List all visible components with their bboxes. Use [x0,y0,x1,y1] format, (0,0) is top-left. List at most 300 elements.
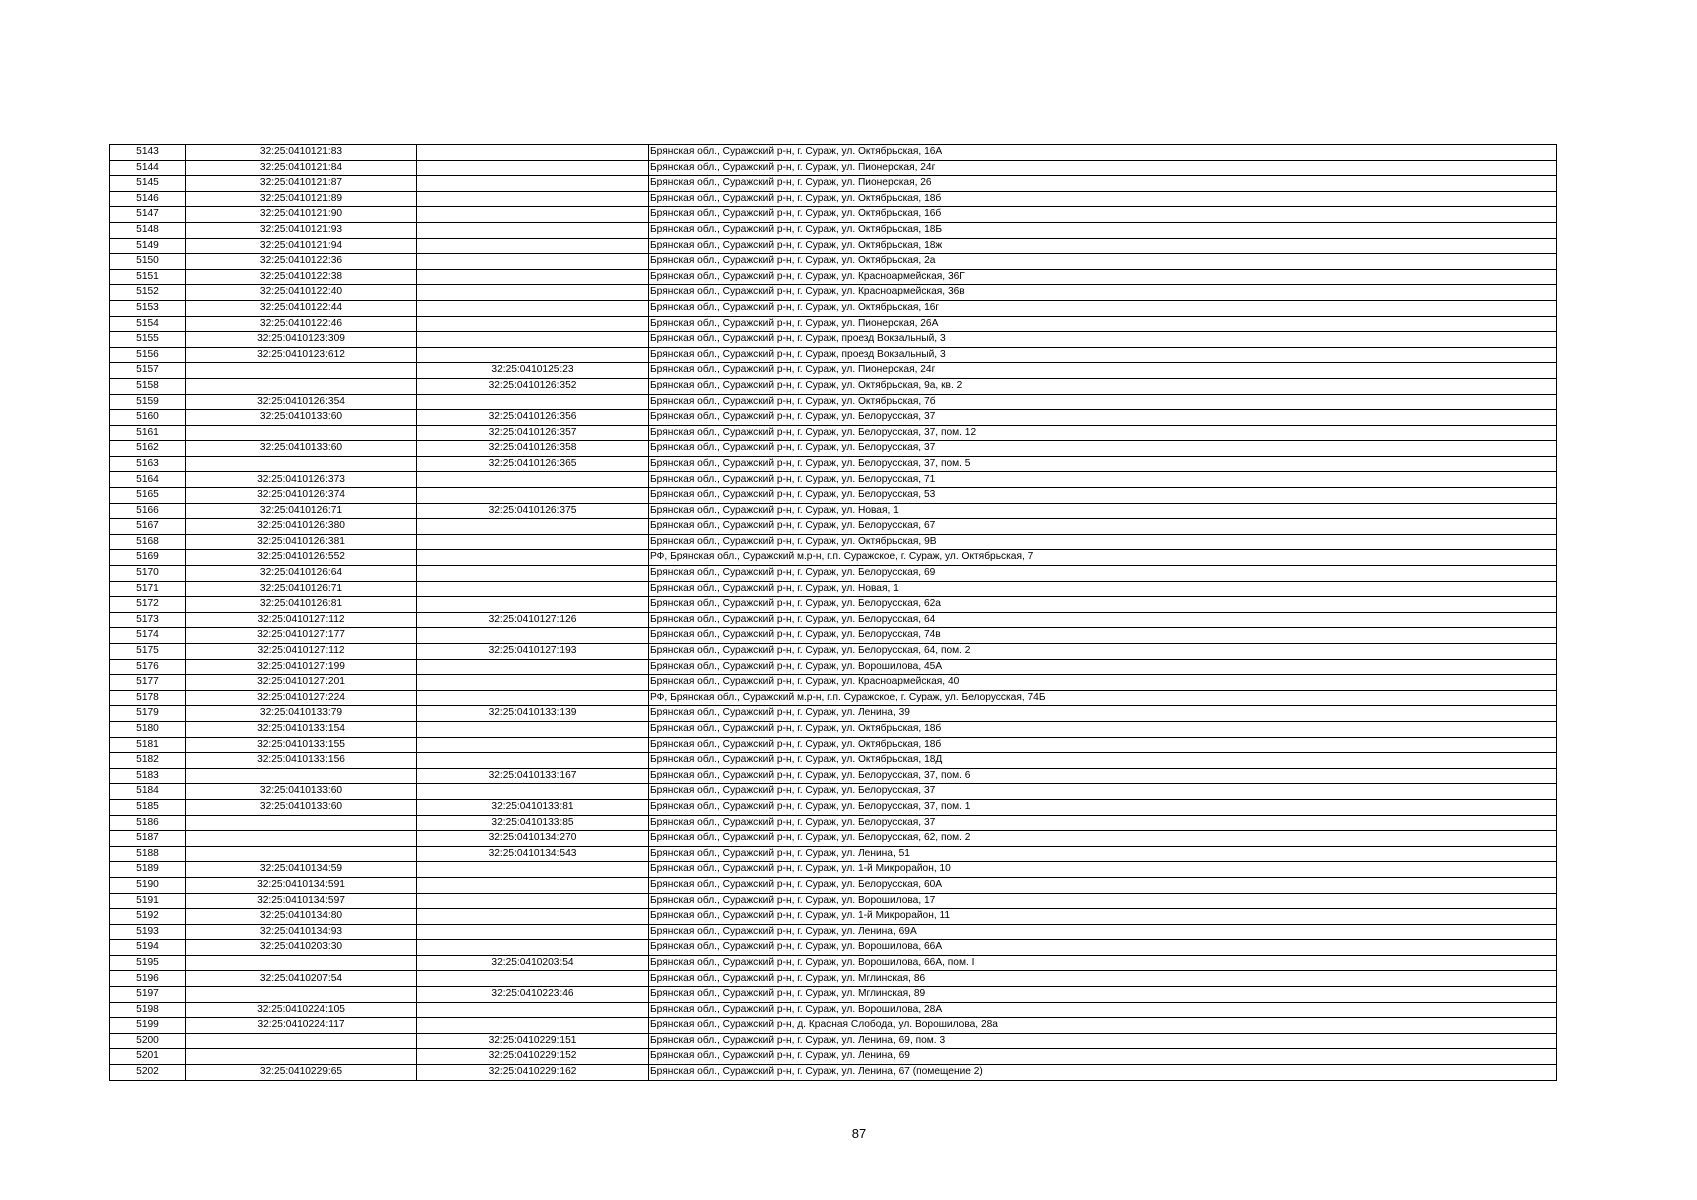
registry-table-body [110,145,1557,1081]
row-number-cell: 5160 [110,410,186,426]
cadastral-number-cell: 32:25:0410123:309 [186,332,417,348]
row-number-cell: 5185 [110,799,186,815]
address-cell: Брянская обл., Суражский р-н, г. Сураж, ул. Белорусская, 37 [649,815,1557,831]
table-row [110,831,1557,847]
address-cell: Брянская обл., Суражский р-н, г. Сураж, ул. Ленина, 67 (помещение 2) [649,1065,1557,1081]
table-row [110,160,1557,176]
table-row [110,706,1557,722]
cadastral-number-cell: 32:25:0410133:60 [186,441,417,457]
address-cell: Брянская обл., Суражский р-н, г. Сураж, ул. Октябрьская, 2а [649,254,1557,270]
cadastral-number-cell [186,363,417,379]
address-cell: Брянская обл., Суражский р-н, г. Сураж, ул. Красноармейская, 36Г [649,269,1557,285]
cadastral-number-cell: 32:25:0410122:36 [186,254,417,270]
address-cell: Брянская обл., Суражский р-н, г. Сураж, ул. 1-й Микрорайон, 10 [649,862,1557,878]
address-cell: Брянская обл., Суражский р-н, г. Сураж, ул. Октябрьская, 18Д [649,753,1557,769]
table-row [110,519,1557,535]
address-cell: Брянская обл., Суражский р-н, г. Сураж, ул. Пионерская, 24г [649,160,1557,176]
address-cell: Брянская обл., Суражский р-н, г. Сураж, ул. Октябрьская, 18б [649,721,1557,737]
table-row [110,971,1557,987]
table-row [110,799,1557,815]
secondary-cadastral-number-cell: 32:25:0410229:152 [417,1049,649,1065]
address-cell: Брянская обл., Суражский р-н, г. Сураж, ул. Октябрьская, 18Б [649,222,1557,238]
table-row [110,784,1557,800]
address-cell: Брянская обл., Суражский р-н, г. Сураж, ул. Белорусская, 53 [649,488,1557,504]
row-number-cell: 5152 [110,285,186,301]
secondary-cadastral-number-cell: 32:25:0410126:358 [417,441,649,457]
cadastral-number-cell [186,425,417,441]
table-row [110,238,1557,254]
table-row [110,628,1557,644]
row-number-cell: 5153 [110,300,186,316]
row-number-cell: 5177 [110,675,186,691]
table-row [110,269,1557,285]
table-row [110,316,1557,332]
address-cell: Брянская обл., Суражский р-н, г. Сураж, ул. Пионерская, 26А [649,316,1557,332]
cadastral-number-cell: 32:25:0410126:552 [186,550,417,566]
table-row [110,550,1557,566]
table-row [110,191,1557,207]
secondary-cadastral-number-cell [417,347,649,363]
table-row [110,394,1557,410]
cadastral-number-cell: 32:25:0410126:373 [186,472,417,488]
secondary-cadastral-number-cell [417,145,649,161]
address-cell: Брянская обл., Суражский р-н, г. Сураж, ул. Белорусская, 37 [649,784,1557,800]
row-number-cell: 5151 [110,269,186,285]
row-number-cell: 5189 [110,862,186,878]
cadastral-number-cell [186,831,417,847]
page-number: 87 [851,1126,867,1141]
table-row [110,924,1557,940]
row-number-cell: 5196 [110,971,186,987]
cadastral-number-cell [186,1033,417,1049]
row-number-cell: 5165 [110,488,186,504]
address-cell: РФ, Брянская обл., Суражский м.р-н, г.п. Суражское, г. Сураж, ул. Октябрьская, 7 [649,550,1557,566]
address-cell: Брянская обл., Суражский р-н, г. Сураж, ул. Ленина, 69 [649,1049,1557,1065]
cadastral-number-cell [186,456,417,472]
address-cell: Брянская обл., Суражский р-н, г. Сураж, ул. Октябрьская, 16г [649,300,1557,316]
secondary-cadastral-number-cell [417,659,649,675]
secondary-cadastral-number-cell [417,862,649,878]
secondary-cadastral-number-cell [417,176,649,192]
cadastral-number-cell: 32:25:0410134:591 [186,877,417,893]
row-number-cell: 5198 [110,1002,186,1018]
address-cell: Брянская обл., Суражский р-н, г. Сураж, ул. Белорусская, 67 [649,519,1557,535]
cadastral-number-cell: 32:25:0410122:46 [186,316,417,332]
table-row [110,753,1557,769]
address-cell: Брянская обл., Суражский р-н, г. Сураж, ул. Ворошилова, 66А [649,940,1557,956]
cadastral-number-cell: 32:25:0410133:154 [186,721,417,737]
secondary-cadastral-number-cell: 32:25:0410126:356 [417,410,649,426]
row-number-cell: 5183 [110,768,186,784]
address-cell: Брянская обл., Суражский р-н, г. Сураж, ул. Красноармейская, 36в [649,285,1557,301]
row-number-cell: 5181 [110,737,186,753]
secondary-cadastral-number-cell [417,534,649,550]
cadastral-number-cell [186,815,417,831]
cadastral-number-cell: 32:25:0410207:54 [186,971,417,987]
cadastral-number-cell: 32:25:0410121:89 [186,191,417,207]
cadastral-number-cell: 32:25:0410134:597 [186,893,417,909]
table-row [110,690,1557,706]
row-number-cell: 5157 [110,363,186,379]
secondary-cadastral-number-cell [417,222,649,238]
table-row [110,581,1557,597]
address-cell: Брянская обл., Суражский р-н, г. Сураж, проезд Вокзальный, 3 [649,347,1557,363]
row-number-cell: 5188 [110,846,186,862]
table-row [110,566,1557,582]
secondary-cadastral-number-cell [417,877,649,893]
table-row [110,877,1557,893]
cadastral-number-cell [186,768,417,784]
row-number-cell: 5163 [110,456,186,472]
cadastral-number-cell: 32:25:0410127:199 [186,659,417,675]
address-cell: Брянская обл., Суражский р-н, г. Сураж, ул. Белорусская, 62, пом. 2 [649,831,1557,847]
table-row [110,222,1557,238]
address-cell: Брянская обл., Суражский р-н, г. Сураж, ул. Октябрьская, 9а, кв. 2 [649,378,1557,394]
row-number-cell: 5161 [110,425,186,441]
address-cell: Брянская обл., Суражский р-н, г. Сураж, ул. Белорусская, 64 [649,612,1557,628]
address-cell: Брянская обл., Суражский р-н, г. Сураж, ул. Новая, 1 [649,503,1557,519]
row-number-cell: 5144 [110,160,186,176]
cadastral-number-cell: 32:25:0410126:71 [186,581,417,597]
cadastral-number-cell: 32:25:0410229:65 [186,1065,417,1081]
cadastral-number-cell: 32:25:0410133:60 [186,799,417,815]
secondary-cadastral-number-cell [417,597,649,613]
secondary-cadastral-number-cell [417,316,649,332]
row-number-cell: 5178 [110,690,186,706]
secondary-cadastral-number-cell [417,1018,649,1034]
cadastral-number-cell: 32:25:0410127:201 [186,675,417,691]
row-number-cell: 5176 [110,659,186,675]
cadastral-number-cell: 32:25:0410127:224 [186,690,417,706]
address-cell: Брянская обл., Суражский р-н, г. Сураж, ул. Белорусская, 69 [649,566,1557,582]
row-number-cell: 5150 [110,254,186,270]
cadastral-number-cell: 32:25:0410133:60 [186,410,417,426]
secondary-cadastral-number-cell [417,784,649,800]
address-cell: Брянская обл., Суражский р-н, г. Сураж, ул. Ленина, 39 [649,706,1557,722]
cadastral-number-cell: 32:25:0410224:105 [186,1002,417,1018]
secondary-cadastral-number-cell: 32:25:0410133:81 [417,799,649,815]
cadastral-number-cell: 32:25:0410134:93 [186,924,417,940]
row-number-cell: 5171 [110,581,186,597]
secondary-cadastral-number-cell [417,207,649,223]
secondary-cadastral-number-cell [417,893,649,909]
cadastral-number-cell: 32:25:0410121:84 [186,160,417,176]
secondary-cadastral-number-cell: 32:25:0410133:85 [417,815,649,831]
table-row [110,768,1557,784]
cadastral-number-cell: 32:25:0410123:612 [186,347,417,363]
row-number-cell: 5166 [110,503,186,519]
cadastral-number-cell [186,846,417,862]
table-row [110,145,1557,161]
row-number-cell: 5147 [110,207,186,223]
address-cell: Брянская обл., Суражский р-н, г. Сураж, ул. 1-й Микрорайон, 11 [649,909,1557,925]
table-row [110,1065,1557,1081]
address-cell: Брянская обл., Суражский р-н, г. Сураж, ул. Ворошилова, 17 [649,893,1557,909]
table-row [110,1002,1557,1018]
secondary-cadastral-number-cell: 32:25:0410125:23 [417,363,649,379]
secondary-cadastral-number-cell: 32:25:0410127:193 [417,644,649,660]
address-cell: Брянская обл., Суражский р-н, г. Сураж, ул. Ворошилова, 45А [649,659,1557,675]
secondary-cadastral-number-cell: 32:25:0410134:543 [417,846,649,862]
address-cell: Брянская обл., Суражский р-н, г. Сураж, ул. Октябрьская, 18б [649,191,1557,207]
cadastral-number-cell: 32:25:0410121:90 [186,207,417,223]
secondary-cadastral-number-cell: 32:25:0410133:167 [417,768,649,784]
address-cell: Брянская обл., Суражский р-н, г. Сураж, ул. Ленина, 69, пом. 3 [649,1033,1557,1049]
address-cell: РФ, Брянская обл., Суражский м.р-н, г.п. Суражское, г. Сураж, ул. Белорусская, 74Б [649,690,1557,706]
table-row [110,987,1557,1003]
secondary-cadastral-number-cell [417,394,649,410]
row-number-cell: 5169 [110,550,186,566]
row-number-cell: 5194 [110,940,186,956]
cadastral-number-cell: 32:25:0410134:59 [186,862,417,878]
row-number-cell: 5199 [110,1018,186,1034]
row-number-cell: 5164 [110,472,186,488]
row-number-cell: 5179 [110,706,186,722]
secondary-cadastral-number-cell [417,191,649,207]
cadastral-number-cell: 32:25:0410224:117 [186,1018,417,1034]
cadastral-number-cell [186,955,417,971]
row-number-cell: 5172 [110,597,186,613]
row-number-cell: 5180 [110,721,186,737]
secondary-cadastral-number-cell: 32:25:0410127:126 [417,612,649,628]
address-cell: Брянская обл., Суражский р-н, г. Сураж, ул. Белорусская, 64, пом. 2 [649,644,1557,660]
table-row [110,597,1557,613]
cadastral-number-cell: 32:25:0410126:64 [186,566,417,582]
cadastral-number-cell: 32:25:0410122:44 [186,300,417,316]
row-number-cell: 5170 [110,566,186,582]
table-row [110,909,1557,925]
table-row [110,737,1557,753]
table-row [110,285,1557,301]
secondary-cadastral-number-cell [417,160,649,176]
secondary-cadastral-number-cell: 32:25:0410126:357 [417,425,649,441]
row-number-cell: 5193 [110,924,186,940]
address-cell: Брянская обл., Суражский р-н, г. Сураж, ул. Новая, 1 [649,581,1557,597]
row-number-cell: 5190 [110,877,186,893]
cadastral-number-cell: 32:25:0410121:87 [186,176,417,192]
address-cell: Брянская обл., Суражский р-н, д. Красная Слобода, ул. Ворошилова, 28а [649,1018,1557,1034]
table-row [110,410,1557,426]
secondary-cadastral-number-cell [417,909,649,925]
address-cell: Брянская обл., Суражский р-н, г. Сураж, ул. Красноармейская, 40 [649,675,1557,691]
row-number-cell: 5148 [110,222,186,238]
cadastral-number-cell: 32:25:0410133:155 [186,737,417,753]
secondary-cadastral-number-cell [417,924,649,940]
secondary-cadastral-number-cell: 32:25:0410126:365 [417,456,649,472]
secondary-cadastral-number-cell [417,300,649,316]
table-row [110,425,1557,441]
address-cell: Брянская обл., Суражский р-н, г. Сураж, ул. Белорусская, 37 [649,410,1557,426]
cadastral-number-cell: 32:25:0410121:83 [186,145,417,161]
secondary-cadastral-number-cell [417,254,649,270]
row-number-cell: 5146 [110,191,186,207]
address-cell: Брянская обл., Суражский р-н, г. Сураж, ул. Октябрьская, 7б [649,394,1557,410]
cadastral-number-cell: 32:25:0410126:81 [186,597,417,613]
table-row [110,378,1557,394]
address-cell: Брянская обл., Суражский р-н, г. Сураж, ул. Пионерская, 26 [649,176,1557,192]
cadastral-number-cell: 32:25:0410127:112 [186,612,417,628]
secondary-cadastral-number-cell [417,285,649,301]
cadastral-number-cell: 32:25:0410127:177 [186,628,417,644]
registry-table [109,144,1557,1081]
table-row [110,441,1557,457]
secondary-cadastral-number-cell [417,332,649,348]
cadastral-number-cell [186,1049,417,1065]
secondary-cadastral-number-cell [417,675,649,691]
address-cell: Брянская обл., Суражский р-н, г. Сураж, ул. Белорусская, 60А [649,877,1557,893]
secondary-cadastral-number-cell: 32:25:0410229:162 [417,1065,649,1081]
table-row [110,347,1557,363]
row-number-cell: 5162 [110,441,186,457]
address-cell: Брянская обл., Суражский р-н, г. Сураж, ул. Октябрьская, 18ж [649,238,1557,254]
address-cell: Брянская обл., Суражский р-н, г. Сураж, ул. Белорусская, 62а [649,597,1557,613]
row-number-cell: 5182 [110,753,186,769]
table-row [110,363,1557,379]
secondary-cadastral-number-cell [417,519,649,535]
table-row [110,862,1557,878]
cadastral-number-cell: 32:25:0410127:112 [186,644,417,660]
table-row [110,721,1557,737]
table-row [110,659,1557,675]
table-row [110,1049,1557,1065]
row-number-cell: 5175 [110,644,186,660]
row-number-cell: 5173 [110,612,186,628]
secondary-cadastral-number-cell [417,721,649,737]
table-row [110,300,1557,316]
table-row [110,456,1557,472]
row-number-cell: 5191 [110,893,186,909]
secondary-cadastral-number-cell [417,971,649,987]
secondary-cadastral-number-cell [417,238,649,254]
table-row [110,1018,1557,1034]
row-number-cell: 5168 [110,534,186,550]
table-row [110,332,1557,348]
table-row [110,176,1557,192]
address-cell: Брянская обл., Суражский р-н, г. Сураж, ул. Ворошилова, 66А, пом. I [649,955,1557,971]
cadastral-number-cell [186,378,417,394]
row-number-cell: 5197 [110,987,186,1003]
table-row [110,955,1557,971]
cadastral-number-cell: 32:25:0410126:354 [186,394,417,410]
table-row [110,675,1557,691]
secondary-cadastral-number-cell [417,628,649,644]
cadastral-number-cell: 32:25:0410133:156 [186,753,417,769]
row-number-cell: 5192 [110,909,186,925]
row-number-cell: 5158 [110,378,186,394]
table-row [110,1033,1557,1049]
address-cell: Брянская обл., Суражский р-н, г. Сураж, ул. Ленина, 51 [649,846,1557,862]
cadastral-number-cell: 32:25:0410134:80 [186,909,417,925]
address-cell: Брянская обл., Суражский р-н, г. Сураж, ул. Ворошилова, 28А [649,1002,1557,1018]
secondary-cadastral-number-cell: 32:25:0410126:375 [417,503,649,519]
address-cell: Брянская обл., Суражский р-н, г. Сураж, ул. Белорусская, 37, пом. 5 [649,456,1557,472]
cadastral-number-cell: 32:25:0410122:40 [186,285,417,301]
cadastral-number-cell: 32:25:0410126:380 [186,519,417,535]
row-number-cell: 5195 [110,955,186,971]
secondary-cadastral-number-cell [417,581,649,597]
secondary-cadastral-number-cell [417,550,649,566]
row-number-cell: 5202 [110,1065,186,1081]
address-cell: Брянская обл., Суражский р-н, г. Сураж, ул. Белорусская, 37, пом. 1 [649,799,1557,815]
cadastral-number-cell: 32:25:0410133:60 [186,784,417,800]
row-number-cell: 5184 [110,784,186,800]
address-cell: Брянская обл., Суражский р-н, г. Сураж, ул. Мглинская, 89 [649,987,1557,1003]
row-number-cell: 5187 [110,831,186,847]
secondary-cadastral-number-cell [417,472,649,488]
address-cell: Брянская обл., Суражский р-н, г. Сураж, ул. Белорусская, 37 [649,441,1557,457]
table-row [110,472,1557,488]
secondary-cadastral-number-cell: 32:25:0410229:151 [417,1033,649,1049]
secondary-cadastral-number-cell [417,269,649,285]
row-number-cell: 5156 [110,347,186,363]
secondary-cadastral-number-cell: 32:25:0410223:46 [417,987,649,1003]
row-number-cell: 5159 [110,394,186,410]
cadastral-number-cell: 32:25:0410126:381 [186,534,417,550]
row-number-cell: 5143 [110,145,186,161]
cadastral-number-cell: 32:25:0410126:374 [186,488,417,504]
address-cell: Брянская обл., Суражский р-н, г. Сураж, ул. Пионерская, 24г [649,363,1557,379]
address-cell: Брянская обл., Суражский р-н, г. Сураж, ул. Октябрьская, 9В [649,534,1557,550]
table-row [110,612,1557,628]
cadastral-number-cell: 32:25:0410122:38 [186,269,417,285]
table-row [110,940,1557,956]
row-number-cell: 5200 [110,1033,186,1049]
address-cell: Брянская обл., Суражский р-н, г. Сураж, ул. Белорусская, 37, пом. 6 [649,768,1557,784]
cadastral-number-cell: 32:25:0410133:79 [186,706,417,722]
cadastral-number-cell: 32:25:0410121:94 [186,238,417,254]
secondary-cadastral-number-cell [417,737,649,753]
cadastral-number-cell [186,987,417,1003]
table-row [110,488,1557,504]
row-number-cell: 5186 [110,815,186,831]
cadastral-number-cell: 32:25:0410203:30 [186,940,417,956]
table-row [110,644,1557,660]
row-number-cell: 5149 [110,238,186,254]
secondary-cadastral-number-cell [417,690,649,706]
row-number-cell: 5201 [110,1049,186,1065]
secondary-cadastral-number-cell: 32:25:0410203:54 [417,955,649,971]
address-cell: Брянская обл., Суражский р-н, г. Сураж, ул. Белорусская, 37, пом. 12 [649,425,1557,441]
secondary-cadastral-number-cell: 32:25:0410133:139 [417,706,649,722]
secondary-cadastral-number-cell [417,940,649,956]
address-cell: Брянская обл., Суражский р-н, г. Сураж, ул. Октябрьская, 16А [649,145,1557,161]
table-row [110,534,1557,550]
address-cell: Брянская обл., Суражский р-н, г. Сураж, проезд Вокзальный, 3 [649,332,1557,348]
row-number-cell: 5145 [110,176,186,192]
address-cell: Брянская обл., Суражский р-н, г. Сураж, ул. Октябрьская, 16б [649,207,1557,223]
secondary-cadastral-number-cell [417,488,649,504]
secondary-cadastral-number-cell [417,753,649,769]
secondary-cadastral-number-cell: 32:25:0410126:352 [417,378,649,394]
row-number-cell: 5154 [110,316,186,332]
table-row [110,254,1557,270]
cadastral-number-cell: 32:25:0410121:93 [186,222,417,238]
table-row [110,846,1557,862]
table-row [110,815,1557,831]
secondary-cadastral-number-cell: 32:25:0410134:270 [417,831,649,847]
table-row [110,893,1557,909]
cadastral-number-cell: 32:25:0410126:71 [186,503,417,519]
address-cell: Брянская обл., Суражский р-н, г. Сураж, ул. Белорусская, 71 [649,472,1557,488]
row-number-cell: 5174 [110,628,186,644]
table-row [110,503,1557,519]
table-row [110,207,1557,223]
row-number-cell: 5155 [110,332,186,348]
secondary-cadastral-number-cell [417,566,649,582]
address-cell: Брянская обл., Суражский р-н, г. Сураж, ул. Белорусская, 74в [649,628,1557,644]
row-number-cell: 5167 [110,519,186,535]
secondary-cadastral-number-cell [417,1002,649,1018]
